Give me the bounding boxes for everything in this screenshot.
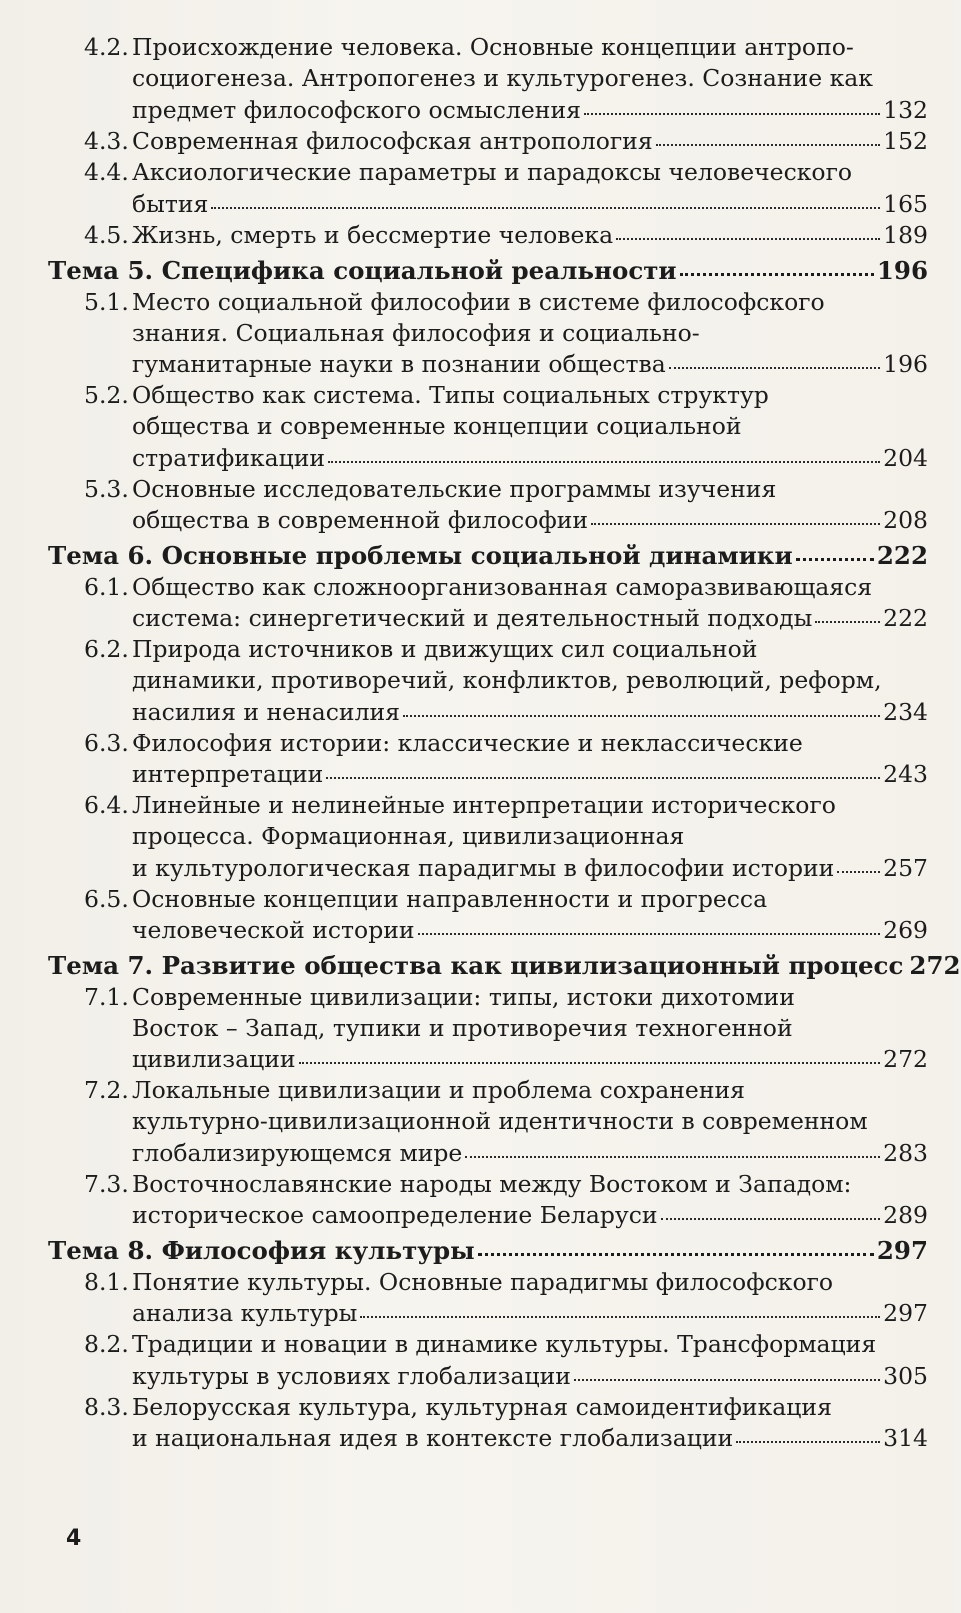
dot-leader — [815, 603, 880, 627]
toc-page-ref: 289 — [883, 1201, 928, 1229]
toc-entry-last-line — [132, 696, 928, 728]
dot-leader — [669, 349, 880, 373]
toc-page-ref: 243 — [883, 760, 928, 788]
toc-entry-title: предмет философского осмысления — [132, 95, 581, 124]
dot-leader — [591, 505, 880, 529]
toc-entry — [48, 1392, 928, 1455]
dot-leader — [299, 1044, 881, 1068]
toc-entry — [48, 982, 928, 1076]
toc-entry-number: 5.1. — [84, 287, 129, 316]
toc-entry-text-line: Философия истории: классические и неклассические — [132, 728, 803, 757]
dot-leader — [584, 94, 880, 118]
toc-page-ref: 132 — [883, 95, 928, 124]
toc-entry-number: 4.5. — [84, 220, 129, 249]
toc-page-ref: 234 — [883, 697, 928, 726]
toc-entry-title: система: синергетический и деятельностный подходы — [132, 604, 813, 632]
toc-page-ref: 272 — [883, 1045, 928, 1073]
toc-entry-title: гуманитарные науки в познании общества — [132, 350, 666, 378]
toc-page-ref: 269 — [883, 916, 928, 944]
toc-entry-title: историческое самоопределение Беларуси — [132, 1201, 658, 1229]
toc-entry-title: Тема 8. Философия культуры — [48, 1235, 475, 1265]
toc-entry-number: 6.4. — [84, 791, 129, 819]
toc-entry — [48, 728, 928, 791]
toc-entry-last-line — [132, 1298, 928, 1330]
toc-entry-text-line: Природа источников и движущих сил социальной — [132, 635, 758, 663]
toc-page-ref: 297 — [876, 1235, 928, 1265]
toc-entry-last-line — [132, 442, 928, 474]
toc-entry-last-line — [132, 1044, 928, 1076]
dot-leader — [736, 1423, 880, 1447]
toc-entry-text-line: общества и современные концепции социальной — [132, 412, 742, 440]
toc-entry-last-line — [48, 254, 928, 287]
dot-leader — [403, 696, 880, 720]
toc-entry-number: 8.3. — [84, 1392, 129, 1421]
toc-entry — [48, 634, 928, 728]
toc-entry-title: Тема 5. Специфика социальной реальности — [48, 255, 677, 285]
toc-entry-text-line: Аксиологические параметры и парадоксы человеческого — [132, 158, 853, 186]
toc-page-ref: 152 — [883, 127, 928, 155]
toc-page-ref: 297 — [883, 1299, 928, 1327]
toc-entry-text-line: Общество как сложноорганизованная саморазвивающаяся — [132, 572, 873, 601]
toc-page-ref: 222 — [876, 540, 928, 570]
dot-leader — [328, 442, 880, 466]
toc-entry-last-line — [132, 1360, 928, 1392]
dot-leader — [360, 1298, 880, 1322]
toc-entry-title: и культурологическая парадигмы в философии истории — [132, 853, 835, 882]
toc-entry-last-line — [132, 505, 928, 537]
toc-page-ref: 272 — [909, 950, 961, 980]
toc-entry-text-line: Традиции и новации в динамике культуры. Трансформация — [132, 1330, 877, 1358]
toc-entry-last-line — [132, 759, 928, 791]
toc-entry-title: Тема 7. Развитие общества как цивилизационный процесс — [48, 950, 904, 980]
toc-page-ref: 222 — [883, 604, 928, 632]
toc-entry-title: интерпретации — [132, 760, 324, 788]
toc-entry-text-line: Общество как система. Типы социальных структур — [132, 381, 769, 409]
toc-page-ref: 189 — [883, 221, 928, 249]
toc-entry-text-line: Линейные и нелинейные интерпретации исторического — [132, 791, 836, 819]
toc-entry-last-line — [48, 949, 961, 982]
toc-entry-number: 5.2. — [84, 381, 129, 409]
toc-entry-last-line — [132, 220, 928, 252]
toc-entry — [48, 474, 928, 537]
toc-entry-title: и национальная идея в контексте глобализации — [132, 1424, 734, 1452]
toc-page-ref: 257 — [883, 853, 928, 882]
toc-entry-last-line — [132, 603, 928, 635]
toc-entry-number: 7.2. — [84, 1076, 129, 1104]
toc-entry-title: Тема 6. Основные проблемы социальной динамики — [48, 540, 793, 570]
toc-entry-number: 8.1. — [84, 1267, 129, 1296]
toc-entry-title: анализа культуры — [132, 1299, 358, 1327]
dot-leader — [796, 539, 874, 564]
toc-page-ref: 204 — [883, 443, 928, 472]
toc-entry — [48, 126, 928, 158]
toc-page-ref: 314 — [883, 1424, 928, 1452]
toc-entry-last-line — [132, 188, 928, 220]
toc-entry — [48, 32, 928, 126]
toc-entry-number: 6.3. — [84, 728, 129, 757]
toc-entry — [48, 1169, 928, 1232]
toc-entry — [48, 790, 928, 884]
toc-entry-title: стратификации — [132, 443, 326, 472]
toc-entry-last-line — [132, 1200, 928, 1232]
dot-leader — [574, 1360, 880, 1384]
toc-entry-text-line: Восток – Запад, тупики и противоречия техногенной — [132, 1013, 793, 1042]
toc-entry-last-line — [132, 1137, 928, 1169]
toc-entry — [48, 287, 928, 381]
toc-entry — [48, 380, 928, 474]
toc-entry-number: 6.1. — [84, 572, 129, 601]
toc-entry-text-line: культурно-цивилизационной идентичности в современном — [132, 1107, 868, 1135]
dot-leader — [465, 1137, 880, 1161]
toc-entry — [48, 884, 928, 947]
toc-entry-title: глобализирующемся мире — [132, 1138, 463, 1167]
toc-entry-text-line: процесса. Формационная, цивилизационная — [132, 822, 685, 850]
toc-entry — [48, 1329, 928, 1392]
dot-leader — [837, 852, 880, 876]
toc-entry-text-line: Основные исследовательские программы изучения — [132, 474, 777, 503]
toc-entry-text-line: Восточнославянские народы между Востоком и Западом: — [132, 1169, 852, 1198]
toc-entry — [48, 220, 928, 252]
toc-entry-text-line: Современные цивилизации: типы, истоки дихотомии — [132, 982, 795, 1011]
toc-page-ref: 208 — [883, 506, 928, 534]
toc-entry — [48, 1075, 928, 1169]
toc-page-ref: 196 — [883, 350, 928, 378]
toc-entry-title: культуры в условиях глобализации — [132, 1361, 571, 1390]
toc-entry-number: 4.2. — [84, 33, 129, 61]
toc-entry-title: цивилизации — [132, 1045, 296, 1073]
table-of-contents — [48, 32, 961, 1454]
toc-entry-last-line — [132, 126, 928, 158]
toc-entry-number: 7.1. — [84, 982, 129, 1011]
toc-entry-number: 5.3. — [84, 474, 129, 503]
toc-entry-title: Современная философская антропология — [132, 127, 653, 155]
toc-page-ref: 165 — [883, 189, 928, 218]
toc-entry-text-line: Место социальной философии в системе философского — [132, 287, 825, 316]
dot-leader — [661, 1200, 881, 1224]
toc-entry-text-line: Белорусская культура, культурная самоидентификация — [132, 1392, 832, 1421]
toc-entry-title: человеческой истории — [132, 916, 415, 944]
toc-entry-text-line: Происхождение человека. Основные концепции антропо- — [132, 33, 854, 61]
toc-entry-title: бытия — [132, 189, 209, 218]
toc-entry — [48, 157, 928, 220]
dot-leader — [616, 220, 880, 244]
dot-leader — [211, 188, 880, 212]
toc-entry-last-line — [132, 349, 928, 381]
toc-entry-text-line: динамики, противоречий, конфликтов, революций, реформ, — [132, 666, 882, 694]
toc-entry-number: 4.4. — [84, 158, 129, 186]
dot-leader — [680, 254, 874, 279]
toc-entry-text-line: Локальные цивилизации и проблема сохранения — [132, 1076, 745, 1104]
toc-entry-number: 4.3. — [84, 126, 129, 155]
toc-page-ref: 305 — [883, 1361, 928, 1390]
dot-leader — [326, 759, 880, 783]
toc-entry — [48, 572, 928, 635]
toc-entry-title: насилия и ненасилия — [132, 697, 401, 726]
toc-topic-heading — [48, 254, 928, 287]
toc-entry-number: 8.2. — [84, 1330, 129, 1358]
toc-topic-heading — [48, 539, 928, 572]
toc-entry — [48, 1267, 928, 1330]
dot-leader — [418, 915, 881, 939]
toc-entry-title: Жизнь, смерть и бессмертие человека — [132, 221, 614, 249]
toc-entry-number: 7.3. — [84, 1169, 129, 1198]
toc-entry-last-line — [48, 1234, 928, 1267]
toc-entry-text-line: знания. Социальная философия и социально- — [132, 318, 700, 347]
toc-entry-last-line — [132, 852, 928, 884]
toc-entry-title: общества в современной философии — [132, 506, 589, 534]
toc-entry-last-line — [48, 539, 928, 572]
toc-topic-heading — [48, 1234, 928, 1267]
toc-entry-text-line: Понятие культуры. Основные парадигмы философского — [132, 1267, 834, 1296]
toc-entry-last-line — [132, 915, 928, 947]
toc-topic-heading — [48, 949, 961, 982]
page-number: 4 — [66, 1526, 82, 1551]
toc-entry-last-line — [132, 1423, 928, 1455]
toc-entry-number: 6.5. — [84, 884, 129, 913]
toc-entry-last-line — [132, 94, 928, 126]
dot-leader — [478, 1234, 874, 1259]
toc-entry-text-line: Основные концепции направленности и прогресса — [132, 884, 768, 913]
toc-entry-text-line: социогенеза. Антропогенез и культурогенез. Сознание как — [132, 64, 873, 92]
toc-page-ref: 196 — [876, 255, 928, 285]
toc-page-ref: 283 — [883, 1138, 928, 1167]
dot-leader — [656, 126, 880, 150]
toc-entry-number: 6.2. — [84, 635, 129, 663]
